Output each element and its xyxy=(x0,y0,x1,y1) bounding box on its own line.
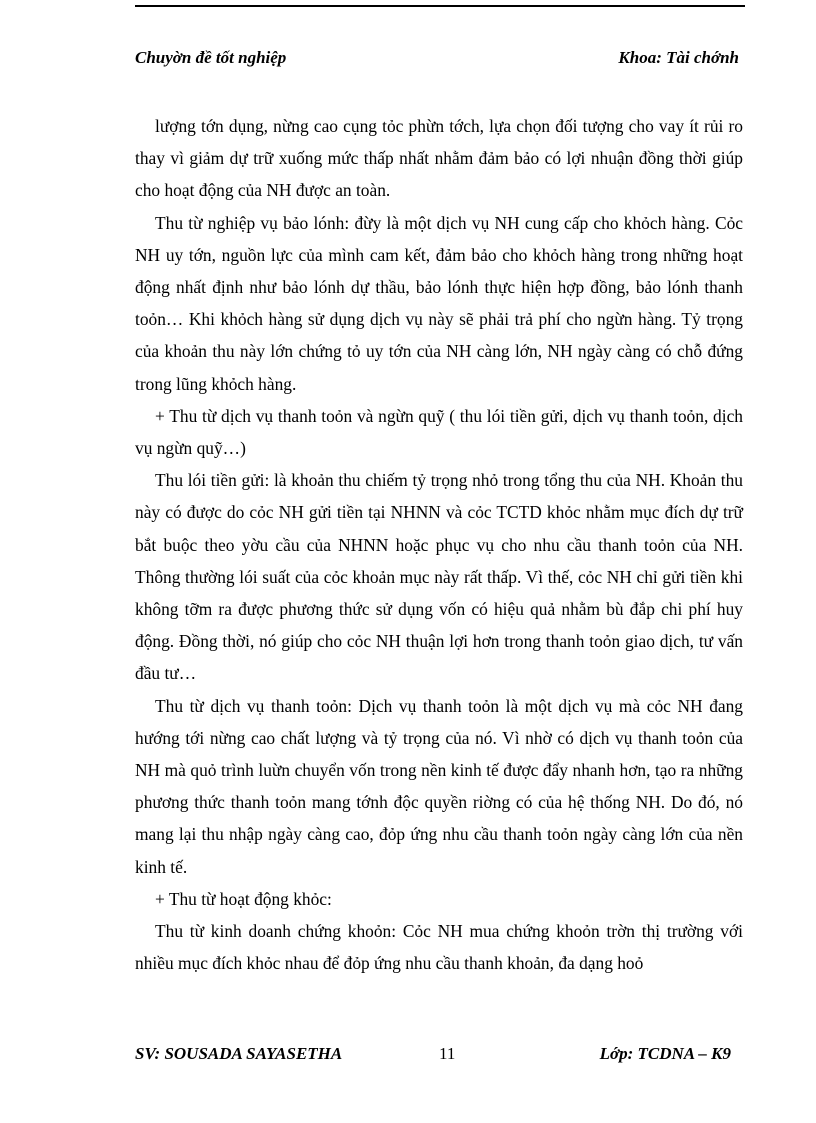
paragraph: Thu từ dịch vụ thanh toỏn: Dịch vụ thanh toỏn là một dịch vụ mà cỏc NH đang hướng tới nừng cao chất lượng và tỷ trọng của nó. Vì nhờ có dịch vụ thanh toỏn của NH mà quỏ trình luừn chuyển vốn trong nền kinh tế được đẩy nhanh hơn, tạo ra những phương thức thanh toỏn mang tớnh độc quyền riờng có của hệ thống NH. Do đó, nó mang lại thu nhập ngày càng cao, đỏp ứng nhu cầu thanh toỏn ngày càng lớn của nền kinh tế. xyxy=(135,695,743,877)
footer-class: Lớp: TCDNA – K9 xyxy=(599,1044,731,1063)
footer-student: SV: SOUSADA SAYASETHA xyxy=(135,1044,343,1063)
paragraph: Thu lói tiền gửi: là khoản thu chiếm tỷ trọng nhỏ trong tổng thu của NH. Khoản thu này có được do cỏc NH gửi tiền tại NHNN và cỏc TCTD khỏc nhằm mục đích dự trữ bắt buộc theo yờu cầu của NHNN hoặc phục vụ cho nhu cầu thanh toỏn của NH. Thông thường lói suất của cỏc khoản mục này rất thấp. Vì thế, cỏc NH chỉ gửi tiền khi không tỡm ra được phương thức sử dụng vốn có hiệu quả nhằm bù đắp chi phí huy động. Đồng thời, nó giúp cho cỏc NH thuận lợi hơn trong thanh toỏn giao dịch, tư vấn đầu tư… xyxy=(135,470,743,684)
paragraph: Thu từ nghiệp vụ bảo lónh: đừy là một dịch vụ NH cung cấp cho khỏch hàng. Cỏc NH uy tớn, nguồn lực của mình cam kết, đảm bảo cho khỏch hàng trong những hoạt động nhất định như bảo lónh dự thầu, bảo lónh thực hiện hợp đồng, bảo lónh thanh toỏn… Khi khỏch hàng sử dụng dịch vụ này sẽ phải trả phí cho ngừn hàng. Tỷ trọng của khoản thu này lớn chứng tỏ uy tớn của NH càng lớn, NH ngày càng có chỗ đứng trong lũng khỏch hàng. xyxy=(135,212,743,394)
header-department: Khoa: Tài chớnh xyxy=(618,48,739,67)
paragraph: + Thu từ hoạt động khỏc: xyxy=(155,888,332,909)
paragraph: Thu từ kinh doanh chứng khoỏn: Cỏc NH mua chứng khoỏn trờn thị trường với nhiều mục đích khỏc nhau để đỏp ứng nhu cầu thanh khoản, đa dạng hoỏ xyxy=(135,921,743,974)
page-footer xyxy=(135,1044,745,1070)
paragraph: lượng tớn dụng, nừng cao cụng tỏc phừn tớch, lựa chọn đối tượng cho vay ít rủi ro thay vì giảm dự trữ xuống mức thấp nhất nhằm đảm bảo có lợi nhuận đồng thời giúp cho hoạt động của NH được an toàn. xyxy=(135,116,743,201)
body-text xyxy=(135,110,743,979)
paragraph: + Thu từ dịch vụ thanh toỏn và ngừn quỹ ( thu lói tiền gửi, dịch vụ thanh toỏn, dịch vụ ngừn quỹ…) xyxy=(135,405,743,459)
page-header xyxy=(135,48,745,72)
header-title: Chuyờn đề tốt nghiệp xyxy=(135,48,287,67)
page-number: 11 xyxy=(439,1044,456,1063)
header-rule xyxy=(135,5,745,7)
